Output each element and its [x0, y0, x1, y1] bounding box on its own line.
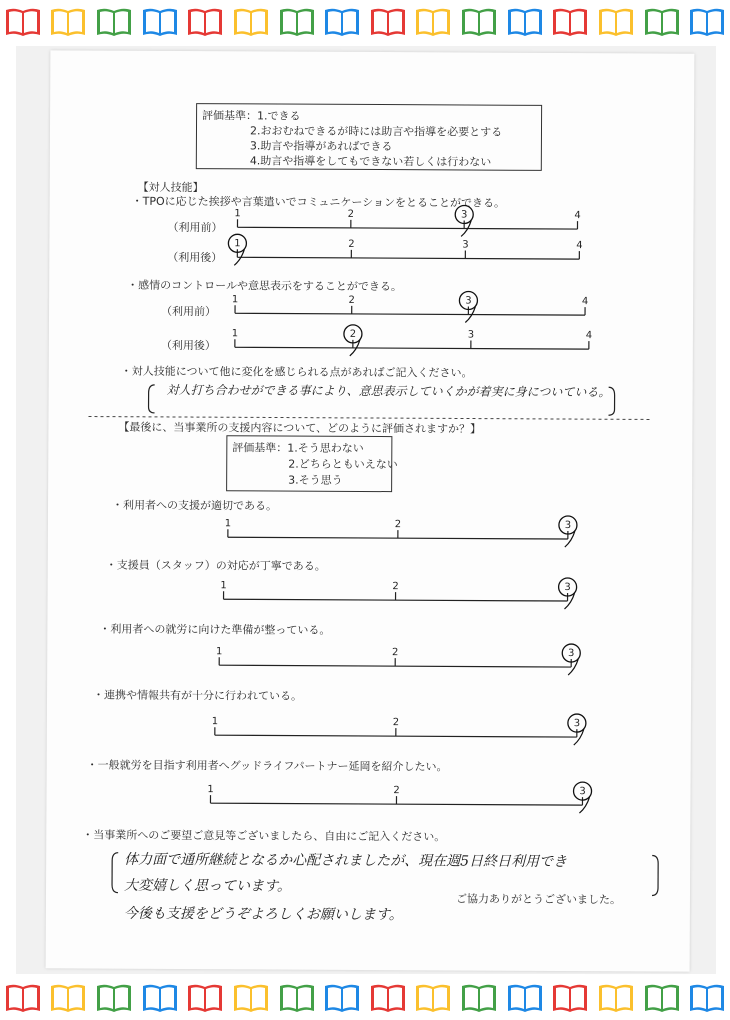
question: ・連携や情報共有が十分に行われている。 [92, 688, 303, 703]
book-icon [95, 982, 133, 1014]
scale-tick-label: 4 [585, 330, 593, 342]
scale-tick-label: 2 [394, 519, 402, 531]
scale-tick-label: 1 [211, 716, 219, 728]
answer-bracket-right [652, 855, 658, 895]
section-heading: 【対人技能】 [137, 180, 204, 195]
scale-tick-label: 1 [231, 294, 239, 306]
scale-tick-label: 3 [461, 209, 468, 221]
book-border-bottom [0, 978, 730, 1018]
book-icon [323, 6, 361, 38]
book-icon [506, 982, 544, 1014]
scale-tick-label: 3 [568, 648, 575, 660]
closing-message: ご協力ありがとうございました。 [455, 892, 622, 907]
rating-scales [46, 50, 695, 971]
scale-tick-label: 2 [349, 328, 357, 340]
criteria-title: 評価基準：1.そう思わない [232, 441, 364, 455]
criteria-item: 2.どちらともいえない [288, 457, 398, 472]
question: ・対人技能について他に変化を感じられる点があればご記入ください。 [120, 364, 473, 380]
scale-tick-label: 2 [348, 294, 355, 306]
answer-bracket-left [112, 853, 118, 893]
handwritten-answer-line: 今後も支援をどうぞよろしくお願いします。 [123, 905, 403, 924]
scale-axis [237, 257, 579, 259]
scale-tick-label: 1 [207, 784, 214, 796]
scale-tick-label: 2 [392, 647, 399, 659]
book-icon [369, 6, 407, 38]
book-icon [141, 982, 179, 1014]
handwritten-answer-line: 体力面で通所継続となるか心配されましたが、現在週5日終日利用でき [124, 851, 568, 871]
book-icon [460, 6, 498, 38]
question: ・利用者への支援が適切である。 [111, 498, 278, 513]
scale-tick-label: 3 [573, 718, 581, 730]
section-divider [88, 417, 652, 420]
criteria-title: 評価基準：1.できる [202, 109, 301, 123]
handwritten-answer-line: 大変嬉しく思っています。 [123, 877, 291, 895]
book-icon [414, 6, 452, 38]
label-after: （利用後） [167, 250, 223, 265]
scale-tick-label: 2 [393, 785, 400, 797]
scale-tick-label: 1 [220, 580, 227, 592]
scale-axis [235, 313, 585, 315]
book-icon [551, 6, 589, 38]
book-icon [49, 982, 87, 1014]
scale-tick-label: 4 [576, 240, 583, 252]
answer-bracket-right [609, 387, 615, 415]
book-icon [4, 982, 42, 1014]
label-before: （利用前） [167, 220, 223, 235]
survey-sheet [46, 50, 695, 971]
book-icon [597, 982, 635, 1014]
scale-tick-label: 1 [231, 328, 239, 340]
book-icon [186, 982, 224, 1014]
handwritten-answer: 対人打ち合わせができる事により、意思表示していくかが着実に身についている。 [166, 382, 611, 400]
criteria-item: 3.助言や指導があればできる [249, 139, 393, 154]
book-icon [278, 982, 316, 1014]
label-after: （利用後） [160, 338, 216, 353]
scale-tick-label: 1 [234, 208, 241, 220]
book-icon [643, 982, 681, 1014]
criteria-item: 2.おおむねできるが時には助言や指導を必要とする [249, 124, 503, 139]
scale-tick-label: 1 [224, 518, 232, 530]
question: ・一般就労を目指す利用者へグッドライフパートナー延岡を紹介したい。 [86, 758, 448, 774]
scale-tick-label: 1 [216, 646, 223, 658]
book-icon [186, 6, 224, 38]
book-icon [232, 6, 270, 38]
scale-tick-label: 2 [392, 717, 400, 729]
book-icon [688, 982, 726, 1014]
book-icon [4, 6, 42, 38]
question: ・利用者への就労に向けた準備が整っている。 [99, 622, 331, 637]
book-icon [232, 982, 270, 1014]
scale-tick-label: 2 [347, 208, 355, 220]
question: ・支援員（スタッフ）の対応が丁寧である。 [105, 558, 326, 573]
book-icon [414, 982, 452, 1014]
criteria-item: 4.助言や指導をしてもできない若しくは行わない [249, 154, 492, 169]
label-before: （利用前） [161, 304, 217, 319]
book-icon [643, 6, 681, 38]
scale-tick-label: 3 [564, 582, 571, 594]
book-icon [688, 6, 726, 38]
scale-tick-label: 3 [462, 239, 469, 251]
scale-tick-label: 2 [392, 581, 399, 593]
book-icon [597, 6, 635, 38]
book-icon [323, 982, 361, 1014]
book-icon [141, 6, 179, 38]
book-icon [49, 6, 87, 38]
scale-tick-label: 3 [579, 786, 586, 798]
scale-tick-label: 3 [467, 329, 475, 341]
book-icon [551, 982, 589, 1014]
scale-tick-label: 2 [348, 238, 355, 250]
book-icon [506, 6, 544, 38]
question: ・TPOに応じた挨拶や言葉遣いでコミュニケーションをとることができる。 [131, 194, 506, 210]
scale-tick-label: 3 [465, 295, 472, 307]
scale-axis [235, 347, 589, 349]
scale-tick-label: 4 [581, 296, 589, 308]
answer-bracket-left [149, 385, 155, 413]
question: ・当事業所へのご要望ご意見等ございましたら、自由にご記入ください。 [82, 828, 446, 844]
section-heading: 【最後に、当事業所の支援内容について、どのように評価されますか？】 [118, 420, 482, 436]
question: ・感情のコントロールや意思表示をすることができる。 [127, 278, 402, 294]
book-icon [460, 982, 498, 1014]
criteria-item: 3.そう思う [288, 473, 343, 487]
scale-axis [237, 227, 577, 229]
scale-tick-label: 4 [574, 210, 581, 222]
book-border-top [0, 2, 730, 42]
scale-tick-label: 1 [234, 238, 241, 250]
book-icon [95, 6, 133, 38]
book-icon [278, 6, 316, 38]
book-icon [369, 982, 407, 1014]
scale-tick-label: 3 [564, 520, 572, 532]
